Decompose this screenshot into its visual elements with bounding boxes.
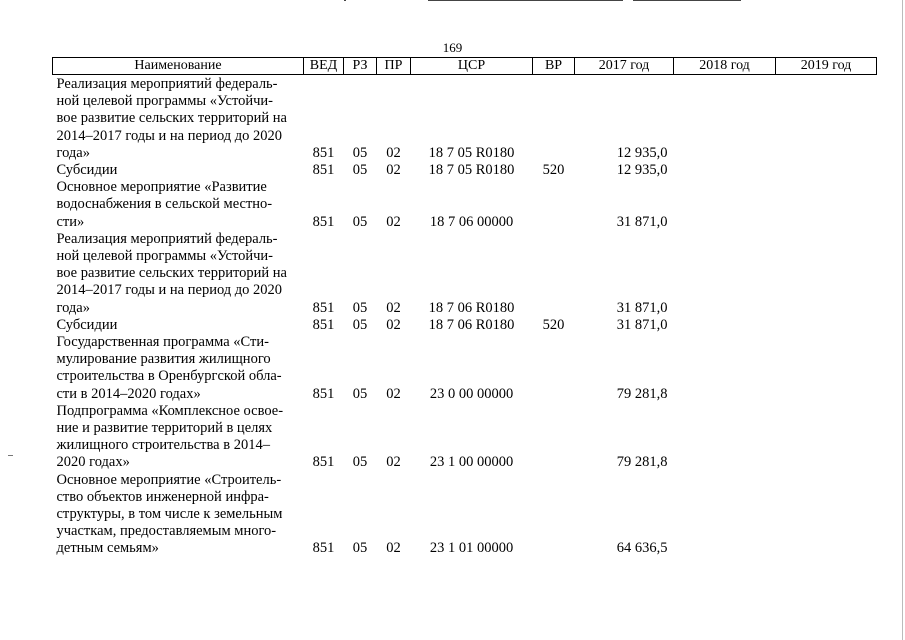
budget-table-container [52, 57, 876, 558]
cell-ved: 851 [312, 454, 335, 471]
scan-right-edge [902, 0, 903, 640]
cell-name: Реализация мероприятий федераль- ной целевой программы «Устойчи- вое развитие сельских территорий на 2014–2017 годы и на период до 2020 года» [56, 230, 287, 316]
table-row [53, 179, 877, 231]
header-rz: РЗ [344, 58, 377, 75]
cell-pr: 02 [386, 213, 401, 230]
cell-2018 [674, 334, 776, 403]
cell-ved: 851 [312, 213, 335, 230]
cell-ved: 851 [312, 144, 335, 161]
cell-ved: 851 [312, 540, 335, 557]
cell-2017: 31 871,0 [616, 299, 668, 316]
cell-pr: 02 [386, 144, 401, 161]
scan-edge-line [428, 0, 623, 1]
cell-ved: 851 [312, 162, 335, 179]
cell-csr: 18 7 05 R0180 [428, 144, 515, 161]
cell-ved: 851 [312, 316, 335, 333]
cell-pr: 02 [386, 299, 401, 316]
cell-2017: 31 871,0 [616, 316, 668, 333]
cell-2017: 79 281,8 [616, 454, 668, 471]
cell-rz: 05 [352, 144, 368, 161]
cell-csr: 18 7 06 00000 [429, 213, 514, 230]
table-row [53, 317, 877, 334]
cell-2019 [776, 231, 877, 317]
cell-name: Основное мероприятие «Строитель- ство объектов инженерной инфра- структуры, в том числе к земельным участкам, предоставляемым много- детным семьям» [56, 471, 283, 557]
cell-2017: 64 636,5 [616, 540, 668, 557]
cell-ved: 851 [312, 385, 335, 402]
cell-2017: 79 281,8 [616, 385, 668, 402]
cell-2018 [674, 317, 776, 334]
header-csr: ЦСР [411, 58, 533, 75]
scan-edge-line [633, 0, 741, 1]
cell-rz: 05 [352, 385, 368, 402]
cell-2017: 12 935,0 [616, 162, 668, 179]
cell-name: Реализация мероприятий федераль- ной целевой программы «Устойчи- вое развитие сельских территорий на 2014–2017 годы и на период до 2020 года» [56, 76, 287, 161]
cell-pr: 02 [386, 385, 401, 402]
cell-pr: 02 [386, 454, 401, 471]
header-2018: 2018 год [674, 58, 776, 75]
cell-2019 [776, 334, 877, 403]
cell-vr [533, 403, 575, 472]
cell-2018 [674, 403, 776, 472]
cell-2018 [674, 162, 776, 179]
cell-vr [533, 334, 575, 403]
scan-speck [8, 455, 13, 456]
cell-rz: 05 [352, 540, 368, 557]
cell-2018 [674, 231, 776, 317]
table-body [53, 75, 877, 558]
header-name: Наименование [53, 58, 304, 75]
cell-name: Государственная программа «Сти- мулирование развития жилищного строительства в Оренбургской обла- сти в 2014–2020 годах» [56, 334, 282, 402]
cell-pr: 02 [386, 316, 401, 333]
header-pr: ПР [377, 58, 411, 75]
page-number: 169 [442, 40, 463, 55]
cell-name: Подпрограмма «Комплексное освое- ние и развитие территорий в целях жилищного строительства в 2014– 2020 годах» [56, 402, 284, 471]
table-row [53, 231, 877, 317]
cell-name: Субсидии [56, 162, 118, 179]
cell-2018 [674, 75, 776, 163]
cell-vr [533, 231, 575, 317]
cell-2019 [776, 472, 877, 558]
cell-rz: 05 [352, 213, 368, 230]
header-2017: 2017 год [575, 58, 674, 75]
table-row [53, 472, 877, 558]
cell-2017: 12 935,0 [616, 144, 668, 161]
cell-2019 [776, 403, 877, 472]
cell-name: Субсидии [56, 316, 118, 333]
cell-csr: 23 1 01 00000 [429, 540, 514, 557]
cell-vr [533, 75, 575, 163]
header-vr: ВР [533, 58, 575, 75]
cell-vr: 520 [542, 316, 565, 333]
cell-2019 [776, 75, 877, 163]
cell-2019 [776, 317, 877, 334]
scan-edge-line [344, 0, 346, 1]
cell-csr: 18 7 06 R0180 [428, 316, 515, 333]
cell-vr [533, 179, 575, 231]
budget-table [52, 57, 877, 558]
table-row [53, 403, 877, 472]
cell-vr: 520 [542, 162, 565, 179]
table-row [53, 162, 877, 179]
cell-2018 [674, 179, 776, 231]
cell-rz: 05 [352, 316, 368, 333]
cell-ved: 851 [312, 299, 335, 316]
cell-2018 [674, 472, 776, 558]
header-ved: ВЕД [304, 58, 344, 75]
cell-csr: 23 0 00 00000 [429, 385, 514, 402]
cell-2019 [776, 162, 877, 179]
cell-2017: 31 871,0 [616, 213, 668, 230]
header-2019: 2019 год [776, 58, 877, 75]
cell-csr: 18 7 06 R0180 [428, 299, 515, 316]
cell-csr: 23 1 00 00000 [429, 454, 514, 471]
cell-vr [533, 472, 575, 558]
cell-rz: 05 [352, 162, 368, 179]
cell-name: Основное мероприятие «Развитие водоснабжения в сельской местно- сти» [56, 179, 273, 230]
table-row [53, 75, 877, 163]
cell-rz: 05 [352, 299, 368, 316]
cell-pr: 02 [386, 540, 401, 557]
cell-rz: 05 [352, 454, 368, 471]
cell-pr: 02 [386, 162, 401, 179]
cell-csr: 18 7 05 R0180 [428, 162, 515, 179]
table-header-row [53, 58, 877, 75]
cell-2019 [776, 179, 877, 231]
table-row [53, 334, 877, 403]
